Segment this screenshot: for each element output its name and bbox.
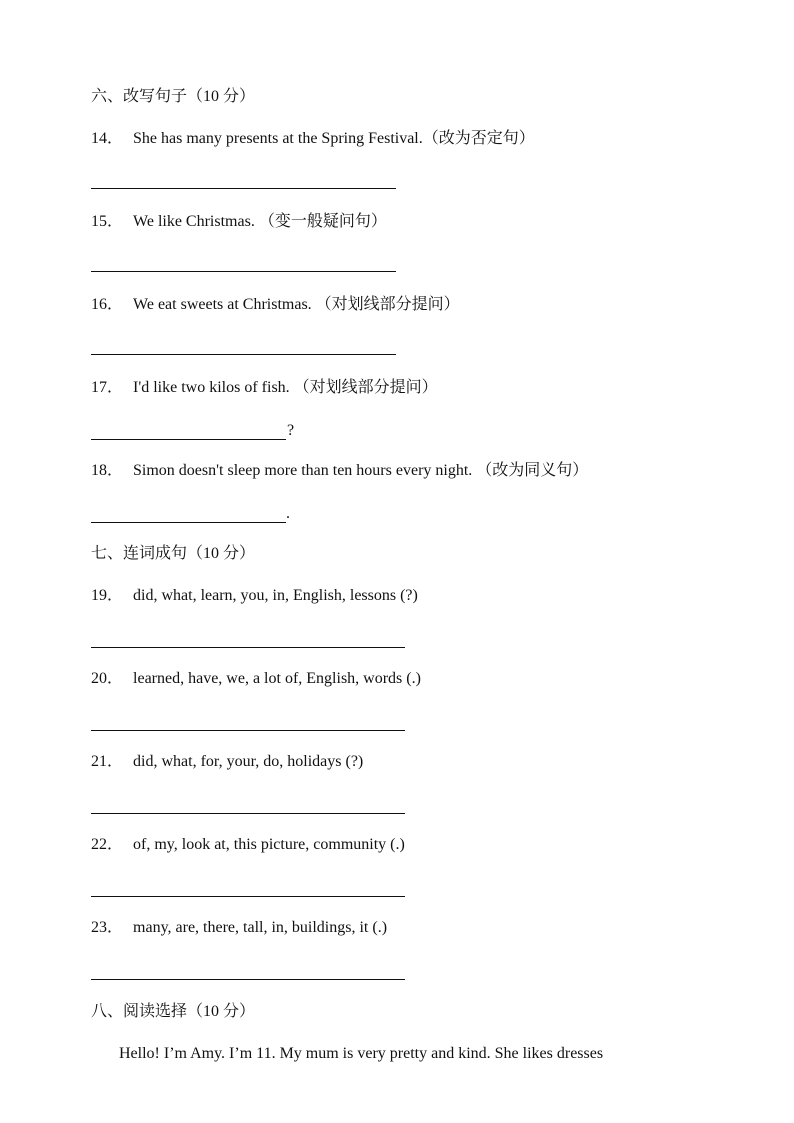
question-20 bbox=[91, 669, 421, 689]
question-19-text: did, what, learn, you, in, English, lessons (?) bbox=[133, 587, 418, 604]
answer-line-16[interactable] bbox=[91, 334, 396, 355]
question-16 bbox=[91, 295, 460, 315]
section-6-title: 六、改写句子（10 分） bbox=[91, 88, 256, 105]
question-15-number: 15． bbox=[91, 213, 124, 230]
question-21-number: 21． bbox=[91, 753, 124, 770]
question-23-text: many, are, there, tall, in, buildings, it (.) bbox=[133, 919, 388, 936]
question-18-text: Simon doesn't sleep more than ten hours every night. （改为同义句） bbox=[133, 462, 589, 479]
answer-line-20[interactable] bbox=[91, 710, 405, 731]
question-19 bbox=[91, 586, 418, 606]
question-20-number: 20． bbox=[91, 670, 124, 687]
question-17-number: 17． bbox=[91, 379, 124, 396]
question-22-text: of, my, look at, this picture, community (.) bbox=[133, 836, 405, 853]
question-21-text: did, what, for, your, do, holidays (?) bbox=[133, 753, 364, 770]
answer-line-23[interactable] bbox=[91, 959, 405, 980]
reading-passage-line: Hello! I’m Amy. I’m 11. My mum is very pretty and kind. She likes dresses bbox=[119, 1045, 604, 1062]
answer-line-14[interactable] bbox=[91, 168, 396, 189]
question-16-text: We eat sweets at Christmas. （对划线部分提问） bbox=[133, 296, 460, 313]
question-17 bbox=[91, 378, 438, 398]
question-20-text: learned, have, we, a lot of, English, words (.) bbox=[133, 670, 421, 687]
question-23-number: 23． bbox=[91, 919, 124, 936]
question-22-number: 22． bbox=[91, 836, 124, 853]
answer-line-21[interactable] bbox=[91, 793, 405, 814]
question-14-text: She has many presents at the Spring Festival.（改为否定句） bbox=[133, 130, 535, 147]
question-16-number: 16． bbox=[91, 296, 124, 313]
question-18 bbox=[91, 461, 588, 481]
question-14-number: 14． bbox=[91, 130, 124, 147]
question-23 bbox=[91, 918, 387, 938]
question-17-text: I'd like two kilos of fish. （对划线部分提问） bbox=[133, 379, 438, 396]
question-15 bbox=[91, 212, 387, 232]
answer-line-17-punct: ? bbox=[287, 422, 295, 439]
answer-line-19[interactable] bbox=[91, 627, 405, 648]
question-21 bbox=[91, 752, 363, 772]
question-22 bbox=[91, 835, 405, 855]
question-18-number: 18． bbox=[91, 462, 124, 479]
section-7-title: 七、连词成句（10 分） bbox=[91, 545, 256, 562]
section-8-title: 八、阅读选择（10 分） bbox=[91, 1003, 256, 1020]
answer-line-17[interactable] bbox=[91, 419, 286, 440]
question-19-number: 19． bbox=[91, 587, 124, 604]
answer-line-18[interactable] bbox=[91, 502, 286, 523]
answer-line-22[interactable] bbox=[91, 876, 405, 897]
answer-line-15[interactable] bbox=[91, 251, 396, 272]
question-14 bbox=[91, 129, 535, 149]
answer-line-18-punct: . bbox=[286, 505, 290, 522]
question-15-text: We like Christmas. （变一般疑问句） bbox=[133, 213, 387, 230]
